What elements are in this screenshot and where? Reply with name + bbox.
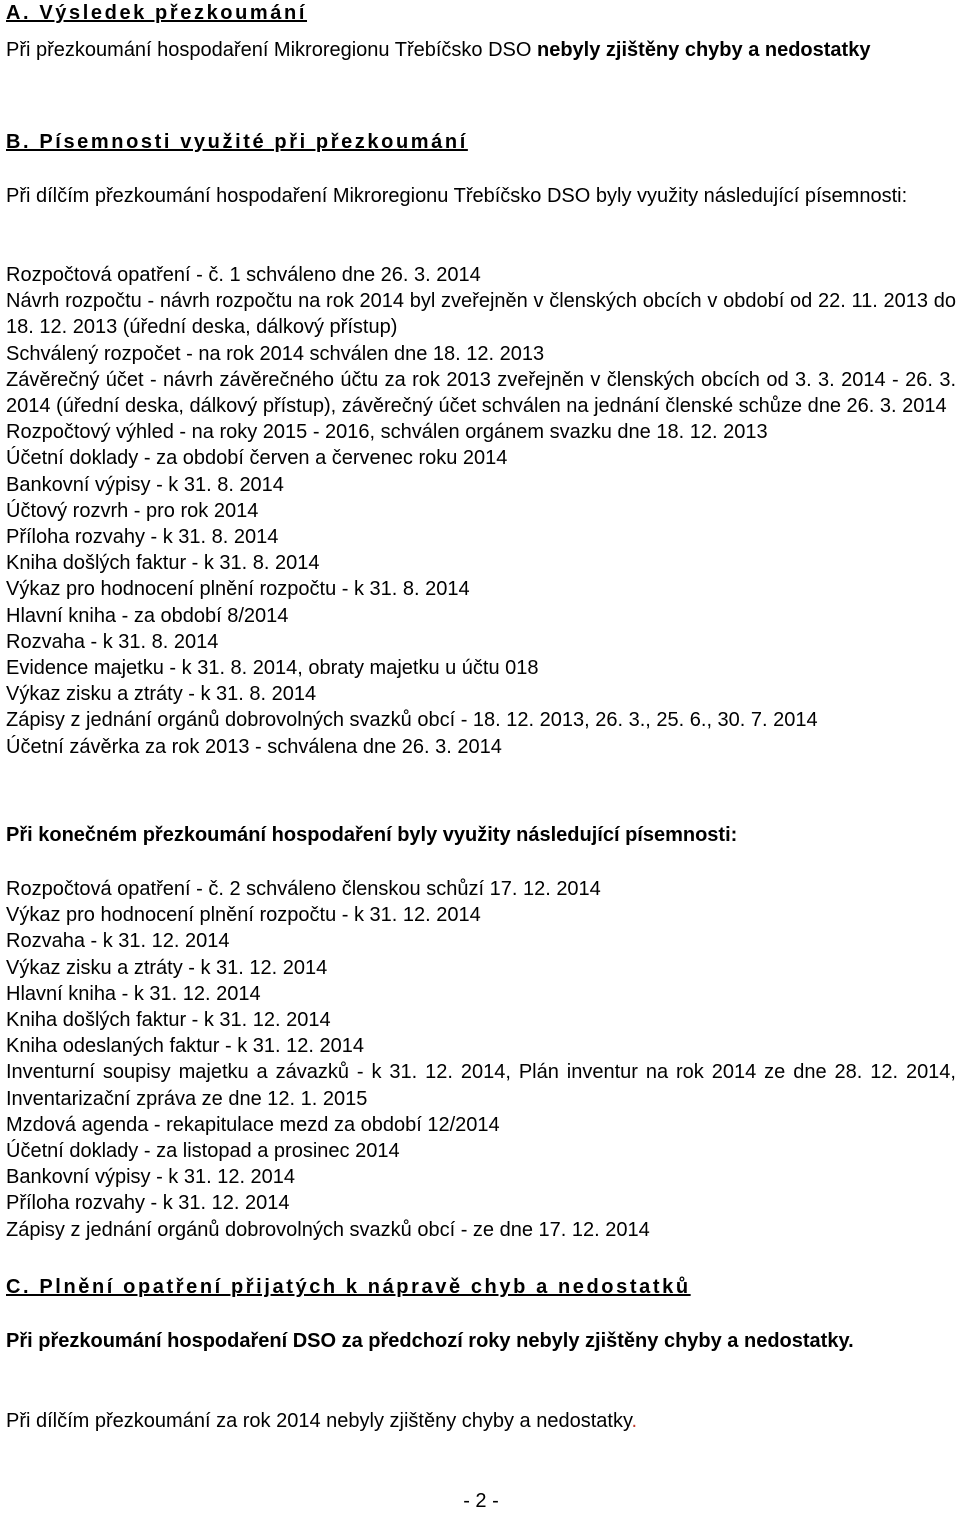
list-item: Kniha odeslaných faktur - k 31. 12. 2014 <box>6 1035 365 1058</box>
final-review-list <box>6 876 956 1243</box>
section-c-heading: C. Plnění opatření přijatých k nápravě chyb a nedostatků <box>6 1276 691 1298</box>
list-item: Návrh rozpočtu - návrh rozpočtu na rok 2014 byl zveřejněn v členských obcích v období od 22. 11. 2013 do 18. 12. 2013 (úřední deska, dálkový přístup) <box>6 290 956 339</box>
section-b-heading: B. Písemnosti využité při přezkoumání <box>6 131 468 153</box>
list-item: Rozpočtový výhled - na roky 2015 - 2016, schválen orgánem svazku dne 18. 12. 2013 <box>6 421 768 444</box>
list-item: Inventurní soupisy majetku a závazků - k 31. 12. 2014, Plán inventur na rok 2014 ze dne 28. 12. 2014, Inventarizační zpráva ze dne 12. 1. 2015 <box>6 1061 956 1110</box>
list-item: Rozvaha - k 31. 12. 2014 <box>6 930 230 953</box>
list-item: Rozvaha - k 31. 8. 2014 <box>6 630 219 653</box>
section-c-text-end: . <box>631 1410 638 1432</box>
list-item: Účetní závěrka za rok 2013 - schválena dne 26. 3. 2014 <box>6 735 502 758</box>
list-item: Účetní doklady - za období červen a červenec roku 2014 <box>6 447 508 470</box>
list-item: Bankovní výpisy - k 31. 12. 2014 <box>6 1166 296 1189</box>
list-item: Hlavní kniha - za období 8/2014 <box>6 604 289 627</box>
list-item: Bankovní výpisy - k 31. 8. 2014 <box>6 473 284 496</box>
list-item: Účetní doklady - za listopad a prosinec 2014 <box>6 1140 400 1163</box>
section-a-text-plain: Při přezkoumání hospodaření Mikroregionu Třebíčsko DSO <box>6 39 537 61</box>
list-item: Zápisy z jednání orgánů dobrovolných svazků obcí - 18. 12. 2013, 26. 3., 25. 6., 30. 7. 2014 <box>6 709 818 732</box>
list-item: Mzdová agenda - rekapitulace mezd za období 12/2014 <box>6 1113 500 1136</box>
list-item: Výkaz pro hodnocení plnění rozpočtu - k 31. 12. 2014 <box>6 904 481 927</box>
list-item: Výkaz zisku a ztráty - k 31. 8. 2014 <box>6 683 317 706</box>
list-item: Kniha došlých faktur - k 31. 12. 2014 <box>6 1009 331 1032</box>
list-item: Zápisy z jednání orgánů dobrovolných svazků obcí - ze dne 17. 12. 2014 <box>6 1218 650 1241</box>
section-b-intro: Při dílčím přezkoumání hospodaření Mikroregionu Třebíčsko DSO byly využity následující písemnosti: <box>6 185 908 207</box>
list-item: Rozpočtová opatření - č. 1 schváleno dne 26. 3. 2014 <box>6 264 481 286</box>
partial-review-list <box>6 262 956 760</box>
list-item: Příloha rozvahy - k 31. 8. 2014 <box>6 526 279 549</box>
list-item: Výkaz pro hodnocení plnění rozpočtu - k 31. 8. 2014 <box>6 578 470 601</box>
list-item: Rozpočtová opatření - č. 2 schváleno členskou schůzí 17. 12. 2014 <box>6 878 601 900</box>
list-item: Evidence majetku - k 31. 8. 2014, obraty majetku u účtu 018 <box>6 657 539 680</box>
list-item: Příloha rozvahy - k 31. 12. 2014 <box>6 1192 290 1215</box>
list-item: Kniha došlých faktur - k 31. 8. 2014 <box>6 552 320 575</box>
list-item: Účtový rozvrh - pro rok 2014 <box>6 499 259 522</box>
list-item: Výkaz zisku a ztráty - k 31. 12. 2014 <box>6 956 328 979</box>
page-number: - 2 - <box>463 1490 499 1512</box>
section-c-bold-text: Při přezkoumání hospodaření DSO za předchozí roky nebyly zjištěny chyby a nedostatky. <box>6 1330 854 1352</box>
section-a-heading: A. Výsledek přezkoumání <box>6 2 308 24</box>
section-c-text-plain: Při dílčím přezkoumání za rok 2014 nebyly zjištěny chyby a nedostatky <box>6 1410 632 1432</box>
final-review-intro: Při konečném přezkoumání hospodaření byly využity následující písemnosti: <box>6 824 738 846</box>
section-a-text-bold: nebyly zjištěny chyby a nedostatky <box>537 39 871 61</box>
section-c-text <box>6 1408 956 1435</box>
list-item: Hlavní kniha - k 31. 12. 2014 <box>6 982 261 1005</box>
list-item: Schválený rozpočet - na rok 2014 schválen dne 18. 12. 2013 <box>6 342 545 365</box>
list-item: Závěrečný účet - návrh závěrečného účtu za rok 2013 zveřejněn v členských obcích od 3. 3. 2014 - 26. 3. 2014 (úřední deska, dálkový přístup), závěrečný účet schválen na jednání členské schůze dne 26. 3. 2014 <box>6 368 956 418</box>
section-a-text <box>6 37 956 64</box>
